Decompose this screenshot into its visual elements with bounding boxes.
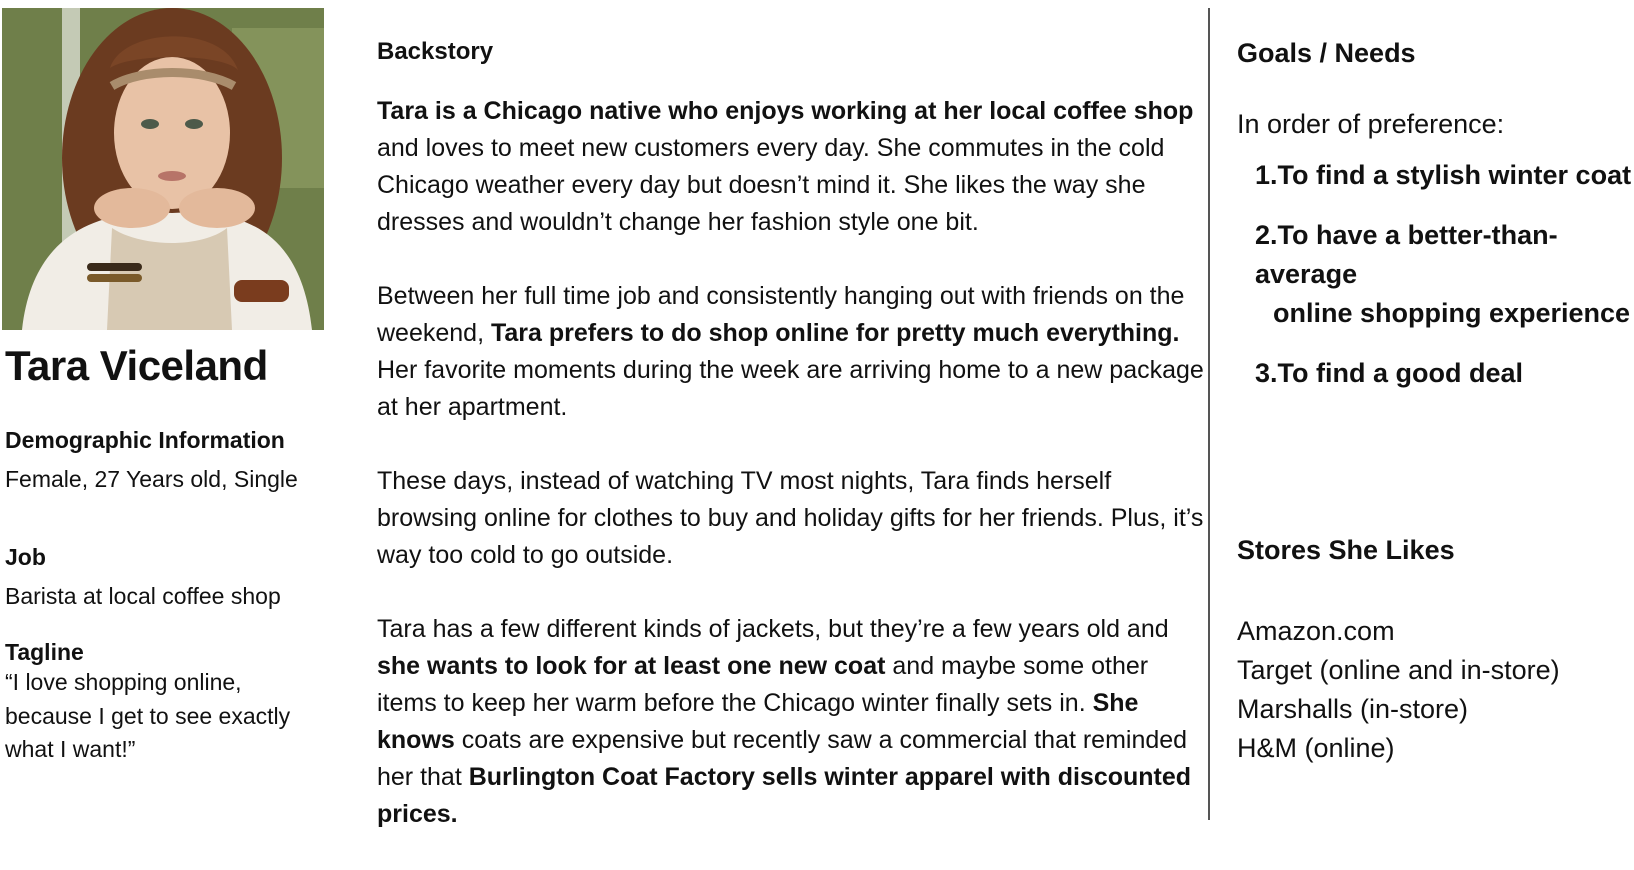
backstory-p1-bold: Tara is a Chicago native who enjoys working at her local coffee shop [377, 97, 1194, 126]
backstory-paragraph-3: These days, instead of watching TV most nights, Tara finds herself browsing online for clothes to buy and holiday gifts for her friends. Plus, it’s way too cold to go outside. [377, 467, 1204, 570]
backstory-p4-bold-3: Burlington Coat Factory sells winter apparel with discounted prices. [377, 763, 1192, 829]
column-divider [1208, 8, 1210, 820]
persona-name: Tara Viceland [5, 342, 268, 389]
backstory-p4-bold-2: She knows [377, 689, 1139, 755]
goals-heading: Goals / Needs [1237, 38, 1416, 68]
goal-number: 2. [1255, 220, 1278, 251]
store-item: H&M (online) [1237, 733, 1395, 764]
goals-intro: In order of preference: [1237, 109, 1505, 140]
goal-text: To find a stylish winter coat [1277, 160, 1632, 191]
backstory-paragraph-2 [377, 278, 1207, 426]
goal-item [1255, 156, 1632, 195]
goal-item [1255, 354, 1632, 393]
stores-heading: Stores She Likes [1237, 535, 1455, 566]
demographic-value: Female, 27 Years old, Single [5, 465, 298, 492]
backstory-column [377, 36, 1207, 870]
goal-text: To have a better-than-average [1255, 220, 1558, 290]
goal-text: To find a good deal [1277, 358, 1524, 389]
store-item: Marshalls (in-store) [1237, 694, 1469, 725]
backstory-p2-bold: Tara prefers to do shop online for pretty much everything. [490, 319, 1180, 348]
profile-column [5, 335, 325, 767]
store-item: Target (online and in-store) [1237, 655, 1560, 686]
tagline-label: Tagline [5, 638, 84, 665]
goals-list [1237, 156, 1632, 393]
backstory-p1-text: and loves to meet new customers every day. She commutes in the cold Chicago weather every day but doesn’t mind it. She likes the way she dresses and wouldn’t change her fashion style one bit. [377, 134, 1165, 237]
backstory-heading: Backstory [377, 38, 494, 65]
goal-item [1255, 216, 1632, 333]
goal-number: 3. [1255, 358, 1278, 389]
goals-column [1237, 36, 1632, 768]
backstory-paragraph-1 [377, 93, 1207, 241]
goal-text-continued: online shopping experience [1273, 298, 1631, 329]
job-value: Barista at local coffee shop [5, 582, 281, 609]
backstory-p4-bold-1: she wants to look for at least one new coat [377, 652, 886, 681]
backstory-p4-start: Tara has a few different kinds of jackets, but they’re a few years old and [377, 615, 1169, 644]
demographic-label: Demographic Information [5, 427, 285, 453]
job-label: Job [5, 543, 46, 570]
store-item: Amazon.com [1237, 616, 1395, 647]
persona-photo [2, 8, 324, 330]
goal-number: 1. [1255, 160, 1278, 191]
stores-list [1237, 612, 1632, 768]
backstory-paragraph-4 [377, 611, 1207, 833]
backstory-p2-rest: Her favorite moments during the week are arriving home to a new package at her apartment. [377, 356, 1204, 422]
backstory-p4-mid: and maybe some other items to keep her warm before the Chicago winter finally sets in. [377, 652, 1149, 718]
tagline-value: “I love shopping online, because I get to see exactly what I want!” [5, 669, 291, 763]
persona-portrait-illustration [2, 8, 324, 330]
backstory-p4-mid-2: coats are expensive but recently saw a commercial that reminded her that [377, 726, 1188, 792]
backstory-p2-start: Between her full time job and consistently hanging out with friends on the weekend, [377, 282, 1185, 348]
